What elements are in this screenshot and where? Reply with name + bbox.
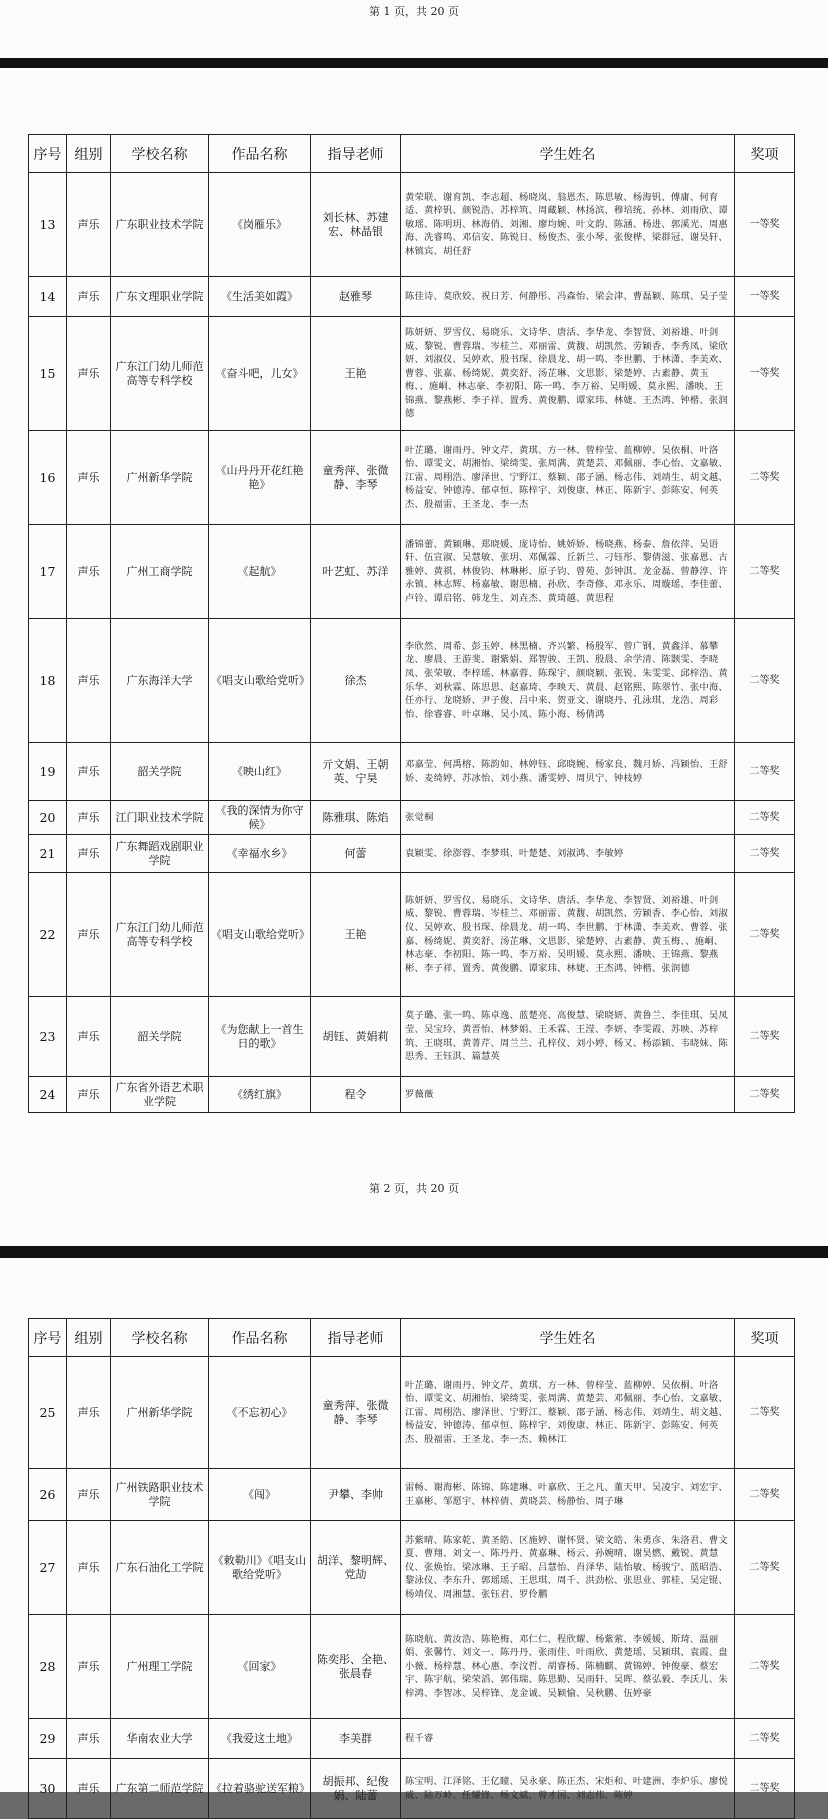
- teacher-cell: 胡振邦、纪俊娟、陆蕾: [311, 1759, 401, 1819]
- award-cell: 二等奖: [735, 1615, 795, 1719]
- column-header: 组别: [67, 135, 111, 173]
- award-cell: 二等奖: [735, 873, 795, 997]
- row-number: 30: [29, 1759, 67, 1819]
- teacher-cell: 王艳: [311, 873, 401, 997]
- school-cell: 广州理工学院: [111, 1615, 209, 1719]
- award-cell: 二等奖: [735, 1759, 795, 1819]
- column-header: 学校名称: [111, 135, 209, 173]
- teacher-cell: 陈奕彤、全艳、张晨春: [311, 1615, 401, 1719]
- work-title-cell: 《回家》: [209, 1615, 311, 1719]
- column-header: 学校名称: [111, 1319, 209, 1357]
- award-cell: 二等奖: [735, 1521, 795, 1615]
- group-cell: 声乐: [67, 1759, 111, 1819]
- group-cell: 声乐: [67, 431, 111, 525]
- work-title-cell: 《绣红旗》: [209, 1077, 311, 1113]
- school-cell: 广州新华学院: [111, 1357, 209, 1469]
- teacher-cell: 亓文娟、王朝英、宁昊: [311, 743, 401, 801]
- row-number: 23: [29, 997, 67, 1077]
- teacher-cell: 胡洋、黎明辉、党劼: [311, 1521, 401, 1615]
- award-cell: 二等奖: [735, 525, 795, 619]
- work-title-cell: 《生活美如霞》: [209, 277, 311, 317]
- award-cell: 二等奖: [735, 801, 795, 835]
- row-number: 21: [29, 835, 67, 873]
- column-header: 学生姓名: [401, 135, 735, 173]
- table-row: [29, 801, 795, 835]
- table-row: [29, 1469, 795, 1521]
- group-cell: 声乐: [67, 1521, 111, 1615]
- column-header: 序号: [29, 135, 67, 173]
- row-number: 14: [29, 277, 67, 317]
- award-cell: 二等奖: [735, 1469, 795, 1521]
- students-cell: 陈妍妍、罗雪仪、易晓乐、文诗华、唐活、李华龙、李智贤、刘裕雄、叶剑威、黎锐、曹蓉瑞、岑桂兰、邓丽雷、黄馥、胡凯然、劳颖香、李心怡、刘淑仪、吴婷欢、殷书琛、徐晨龙、胡一鸣、李世鹏、于林潇、李美欢、曹蓉、张嘉、杨绮妮、黄奕舒、汤芷琳、文思影、梁楚婷、古素静、黄玉梅、、施峒、林志豪、李初阳、陈一鸣、李万裕、吴明媛、莫永熙、潘映、王锦燕、黎燕彬、李子祥、置秀、黄俊鹏、谭家玮、林婕、王杰鸿、钟楷、张润德: [401, 873, 735, 997]
- page-footer-1: 第 1 页，共 20 页: [369, 5, 459, 18]
- students-cell: 叶芷璐、谢雨丹、钟文芹、黄琪、方一林、曾梓莹、蓝柳婷、吴依桐、叶洛怡、谭雯文、胡湘怡、梁绮雯、张周满、黄楚芸、邓佩丽、李心怡、文嘉敏、江雷、周栩浩、廖泽世、宁野江、蔡颖、邵子涵、杨志伟、刘靖生、胡文越、杨益安、钟德涛、郁卓恒、陈梓宇、刘俊康、林正、陈新宇、彭陈安、何英杰、殷福雷、王圣龙、李一杰、赖林江: [401, 1357, 735, 1469]
- work-title-cell: 《映山红》: [209, 743, 311, 801]
- table-row: [29, 997, 795, 1077]
- row-number: 18: [29, 619, 67, 743]
- students-cell: 陈晓航、黄汝浩、陈艳梅、邓仁仁、程欣耀、杨紫萦、李媛媛、斯琦、温丽娟、张馨竹、刘文一、陈丹丹、张雨佳、叶雨欣、黄楚瑶、吴颖琪、袁霞、盘小薇、杨梓慧、林心惠、李汶哲、胡睿杨、陈楠麒、黄锦婷、钟俊豪、蔡宏宇、陈宇航、梁荣滔、郭伟瑞、陈思勤、吴雨轩、吴晖、蔡弘毅、李沃儿、朱梓鸿、李智冰、吴梓锋、龙金诚、吴颖愉、吴秋鹏、伍婷豪: [401, 1615, 735, 1719]
- table-row: [29, 873, 795, 997]
- school-cell: 广东第二师范学院: [111, 1759, 209, 1819]
- column-header: 奖项: [735, 1319, 795, 1357]
- page-2: [0, 68, 828, 1246]
- row-number: 25: [29, 1357, 67, 1469]
- work-title-cell: 《拉着骆驼送军粮》: [209, 1759, 311, 1819]
- group-cell: 声乐: [67, 525, 111, 619]
- students-cell: 陈佳诗、莫欣姣、祝日芳、何静彤、冯森怡、梁会津、曹磊颖、陈琪、吴子莹: [401, 277, 735, 317]
- school-cell: 广州工商学院: [111, 525, 209, 619]
- group-cell: 声乐: [67, 1357, 111, 1469]
- work-title-cell: 《我的深情为你守候》: [209, 801, 311, 835]
- group-cell: 声乐: [67, 873, 111, 997]
- work-title-cell: 《山丹丹开花红艳艳》: [209, 431, 311, 525]
- table-row: [29, 317, 795, 431]
- column-header: 指导老师: [311, 1319, 401, 1357]
- work-title-cell: 《为您献上一首生日的歌》: [209, 997, 311, 1077]
- work-title-cell: 《敕勒川》《唱支山歌给党听》: [209, 1521, 311, 1615]
- students-cell: 李欣然、周希、彭玉婷、林黑楠、齐兴繁、杨殷军、曾广钢、黄鑫洋、慕攀龙、廖晨、王游斐、谢紫娟、郑智骏、王凯、殷晨、余学清、陈颢雯、李晓凤、张荣敏、李梓瑶、林嘉蓉、陈琛宇、颜晓颖、张锐、朱雯雯、邱梓浩、黄乐华、刘秋霖、陈思思、赵嘉琦、李映天、黄晨、赵铭熙、陈翠竹、张中海、任亦行、龙晓娇、尹子俊、吕中来、贺亚文、谢晓丹、孔泳琪、龙浩、周彩怡、徐睿睿、叶卓琳、吴小凤、陈小海、杨倩鸿: [401, 619, 735, 743]
- group-cell: 声乐: [67, 277, 111, 317]
- school-cell: 广东职业技术学院: [111, 173, 209, 277]
- students-cell: 张觉桐: [401, 801, 735, 835]
- group-cell: 声乐: [67, 1719, 111, 1759]
- group-cell: 声乐: [67, 1469, 111, 1521]
- award-cell: 二等奖: [735, 743, 795, 801]
- students-cell: 苏紫晴、陈家乾、黄圣皓、区施婷、谢怀贤、梁文皓、朱勇彦、朱洛君、曹文夏、曹翔、刘文一、陈丹丹、黄嘉琳、杨云、孙婉晴、谢昊燃、戴锐、黄慧仪、张焕怡、梁冰琳、王子昭、吕慧怡、肖泽华、陆怡敏、杨骏宁、蓝昭浩、黎泳仪、李东升、郭瑶瑶、王思琪、周千、洪劲松、张思业、郭桂、吴定锟、杨靖仪、周湘慧、张钰君、罗伶鹏: [401, 1521, 735, 1615]
- teacher-cell: 叶艺虹、苏洋: [311, 525, 401, 619]
- group-cell: 声乐: [67, 173, 111, 277]
- students-cell: 莫子璐、张一鸣、陈卓逸、蓝楚亮、高俊慧、梁晓妍、黄鲁兰、李佳琪、吴凤莹、吴宝玲、黄晋怡、林梦娟、王禾霖、王滢、李妍、李雯霞、苏映、苏梓筑、王晓琪、黄菁芹、周兰兰、孔梓仪、刘小婷、杨又、杨添颖、韦晓妹、陈思秀、王钰淇、篇慧英: [401, 997, 735, 1077]
- award-cell: 二等奖: [735, 835, 795, 873]
- award-cell: 二等奖: [735, 1357, 795, 1469]
- students-cell: 罗薇薇: [401, 1077, 735, 1113]
- teacher-cell: 李美群: [311, 1719, 401, 1759]
- award-cell: 二等奖: [735, 431, 795, 525]
- table-row: [29, 277, 795, 317]
- table-header-row: [29, 135, 795, 173]
- teacher-cell: 何蕾: [311, 835, 401, 873]
- school-cell: 广州新华学院: [111, 431, 209, 525]
- row-number: 17: [29, 525, 67, 619]
- group-cell: 声乐: [67, 1615, 111, 1719]
- school-cell: 广州铁路职业技术学院: [111, 1469, 209, 1521]
- award-cell: 一等奖: [735, 173, 795, 277]
- school-cell: 广东文理职业学院: [111, 277, 209, 317]
- awards-table-page-3: [28, 1318, 795, 1819]
- students-cell: 邓嘉莹、何禹榕、陈韵如、林婷钰、邱晓婉、杨家良、魏月娇、冯颖怡、王舒娇、麦绮婷、苏冰怡、刘小燕、潘雯婷、周贝宁、钟枝婷: [401, 743, 735, 801]
- teacher-cell: 胡钰、黄娟莉: [311, 997, 401, 1077]
- school-cell: 广东省外语艺术职业学院: [111, 1077, 209, 1113]
- teacher-cell: 童秀萍、张微静、李琴: [311, 1357, 401, 1469]
- page-1-bottom: [0, 0, 828, 58]
- table-row: [29, 835, 795, 873]
- row-number: 15: [29, 317, 67, 431]
- table-row: [29, 1615, 795, 1719]
- teacher-cell: 王艳: [311, 317, 401, 431]
- table-row: [29, 619, 795, 743]
- row-number: 24: [29, 1077, 67, 1113]
- table-row: [29, 1357, 795, 1469]
- row-number: 22: [29, 873, 67, 997]
- group-cell: 声乐: [67, 1077, 111, 1113]
- table-row: [29, 1719, 795, 1759]
- work-title-cell: 《不忘初心》: [209, 1357, 311, 1469]
- row-number: 20: [29, 801, 67, 835]
- work-title-cell: 《起航》: [209, 525, 311, 619]
- teacher-cell: 童秀萍、张微静、李琴: [311, 431, 401, 525]
- row-number: 13: [29, 173, 67, 277]
- teacher-cell: 陈雅琪、陈焰: [311, 801, 401, 835]
- school-cell: 广东舞蹈戏剧职业学院: [111, 835, 209, 873]
- students-cell: 黄荣联、谢育凯、李志超、杨晓岚、翁恩杰、陈思敏、杨海钒、傅庸、何育适、黄梓钒、颜锐浩、苏梓筑、周藏颖、林扬滨、穆培统、孙林、刘雨欣、谭敏瑶、陈明玥、林海俏、刘湘、廖均婉、叶文韵、陈涵、杨进、郭溪光、周惠海、冼睿鸣、邓信安、陈锐日、杨俊杰、张小琴、张俊桦、梁群冠、谢昊轩、林镇宾、胡任舒: [401, 173, 735, 277]
- students-cell: 程千睿: [401, 1719, 735, 1759]
- row-number: 28: [29, 1615, 67, 1719]
- students-cell: 潘锦蕾、黄颖琳、郑晓媛、庞诗怡、姚娇娇、杨晓燕、杨泰、詹依萍、吴语轩、伍宣淑、吴慧敏、张玥、邓佩霖、丘新兰、刁钰彤、黎倩滋、张嘉恩、古雅婷、黄祺、林俊钧、林琳彬、原子钧、曾苑、彭钟淇、龙金磊、曾静淳、许永镇、林志辉、杨嘉敏、谢思楠、孙欣、李奇修、邓永乐、周璇瑶、李佳蕾、卢铃、谭启铭、韩龙生、刘垚杰、黄琦越、黄思程: [401, 525, 735, 619]
- page-gap: [0, 1246, 828, 1258]
- school-cell: 广东江门幼儿师范高等专科学校: [111, 873, 209, 997]
- school-cell: 韶关学院: [111, 743, 209, 801]
- column-header: 序号: [29, 1319, 67, 1357]
- row-number: 27: [29, 1521, 67, 1615]
- row-number: 19: [29, 743, 67, 801]
- group-cell: 声乐: [67, 743, 111, 801]
- work-title-cell: 《我爱这土地》: [209, 1719, 311, 1759]
- work-title-cell: 《岗雁乐》: [209, 173, 311, 277]
- table-row: [29, 1077, 795, 1113]
- students-cell: 雷畅、谢海彬、陈锦、陈建琳、叶嘉欣、王之凡、董天甲、吴凌宇、刘宏宇、王嘉彬、邹愿宇、林梓倩、黄晓芸、杨静怡、周子琳: [401, 1469, 735, 1521]
- table-header-row: [29, 1319, 795, 1357]
- school-cell: 广东石油化工学院: [111, 1521, 209, 1615]
- table-row: [29, 1759, 795, 1819]
- award-cell: 二等奖: [735, 1719, 795, 1759]
- group-cell: 声乐: [67, 317, 111, 431]
- column-header: 作品名称: [209, 1319, 311, 1357]
- students-cell: 袁颖雯、徐澎蓉、李梦琪、叶楚楚、刘淑鸿、李敏婷: [401, 835, 735, 873]
- school-cell: 华南农业大学: [111, 1719, 209, 1759]
- page-gap: [0, 58, 828, 68]
- table-row: [29, 173, 795, 277]
- page-footer-2: 第 2 页，共 20 页: [369, 1182, 459, 1195]
- column-header: 奖项: [735, 135, 795, 173]
- school-cell: 广东海洋大学: [111, 619, 209, 743]
- table-row: [29, 1521, 795, 1615]
- group-cell: 声乐: [67, 619, 111, 743]
- group-cell: 声乐: [67, 801, 111, 835]
- teacher-cell: 程令: [311, 1077, 401, 1113]
- work-title-cell: 《闯》: [209, 1469, 311, 1521]
- table-row: [29, 743, 795, 801]
- work-title-cell: 《奋斗吧，儿女》: [209, 317, 311, 431]
- column-header: 指导老师: [311, 135, 401, 173]
- school-cell: 广东江门幼儿师范高等专科学校: [111, 317, 209, 431]
- students-cell: 叶芷璐、谢雨丹、钟文芹、黄琪、方一林、曾梓莹、蓝柳婷、吴依桐、叶洛怡、谭雯文、胡湘怡、梁绮雯、张周满、黄楚芸、邓佩丽、李心怡、文嘉敏、江雷、周栩浩、廖泽世、宁野江、蔡颖、邵子涵、杨志伟、刘靖生、胡文越、杨益安、钟德涛、郁卓恒、陈梓宇、刘俊康、林正、陈新宇、彭陈安、何英杰、殷福雷、王圣龙、李一杰: [401, 431, 735, 525]
- award-cell: 二等奖: [735, 1077, 795, 1113]
- work-title-cell: 《唱支山歌给党听》: [209, 873, 311, 997]
- table-row: [29, 431, 795, 525]
- work-title-cell: 《幸福水乡》: [209, 835, 311, 873]
- students-cell: 陈妍妍、罗雪仪、易晓乐、文诗华、唐活、李华龙、李智贤、刘裕雄、叶剑威、黎锐、曹蓉瑞、岑桂兰、邓丽雷、黄馥、胡凯然、劳颖香、李秀凤、梁欣妍、刘淑仪、吴婷欢、殷书琛、徐晨龙、胡一鸣、李世鹏、于林潇、李美欢、曹蓉、张嘉、杨绮妮、黄奕舒、汤芷琳、文思影、梁楚婷、古素静、黄玉梅、、施峒、林志豪、李初阳、陈一鸣、李万裕、吴明媛、莫永熙、潘映、王锦燕、黎燕彬、李子祥、置秀、黄俊鹏、谭家玮、林婕、王杰鸿、钟楷、张润德: [401, 317, 735, 431]
- group-cell: 声乐: [67, 997, 111, 1077]
- students-cell: 陈宝明、江泽铭、王亿瞳、吴永豪、陈正杰、宋炬和、叶建洲、李炉乐、廖悦威、陆万岭、任耀锋、杨文斌、曾才国、刘志伟、陈婷: [401, 1759, 735, 1819]
- teacher-cell: 刘长林、苏建宏、林晶银: [311, 173, 401, 277]
- award-cell: 一等奖: [735, 317, 795, 431]
- page-3: [0, 1258, 828, 1802]
- award-cell: 二等奖: [735, 997, 795, 1077]
- school-cell: 韶关学院: [111, 997, 209, 1077]
- award-cell: 二等奖: [735, 619, 795, 743]
- awards-table-page-2: [28, 134, 795, 1113]
- column-header: 组别: [67, 1319, 111, 1357]
- teacher-cell: 尹攀、李帅: [311, 1469, 401, 1521]
- teacher-cell: 赵雅琴: [311, 277, 401, 317]
- work-title-cell: 《唱支山歌给党听》: [209, 619, 311, 743]
- teacher-cell: 徐杰: [311, 619, 401, 743]
- column-header: 学生姓名: [401, 1319, 735, 1357]
- school-cell: 江门职业技术学院: [111, 801, 209, 835]
- column-header: 作品名称: [209, 135, 311, 173]
- group-cell: 声乐: [67, 835, 111, 873]
- award-cell: 一等奖: [735, 277, 795, 317]
- row-number: 16: [29, 431, 67, 525]
- row-number: 29: [29, 1719, 67, 1759]
- row-number: 26: [29, 1469, 67, 1521]
- table-row: [29, 525, 795, 619]
